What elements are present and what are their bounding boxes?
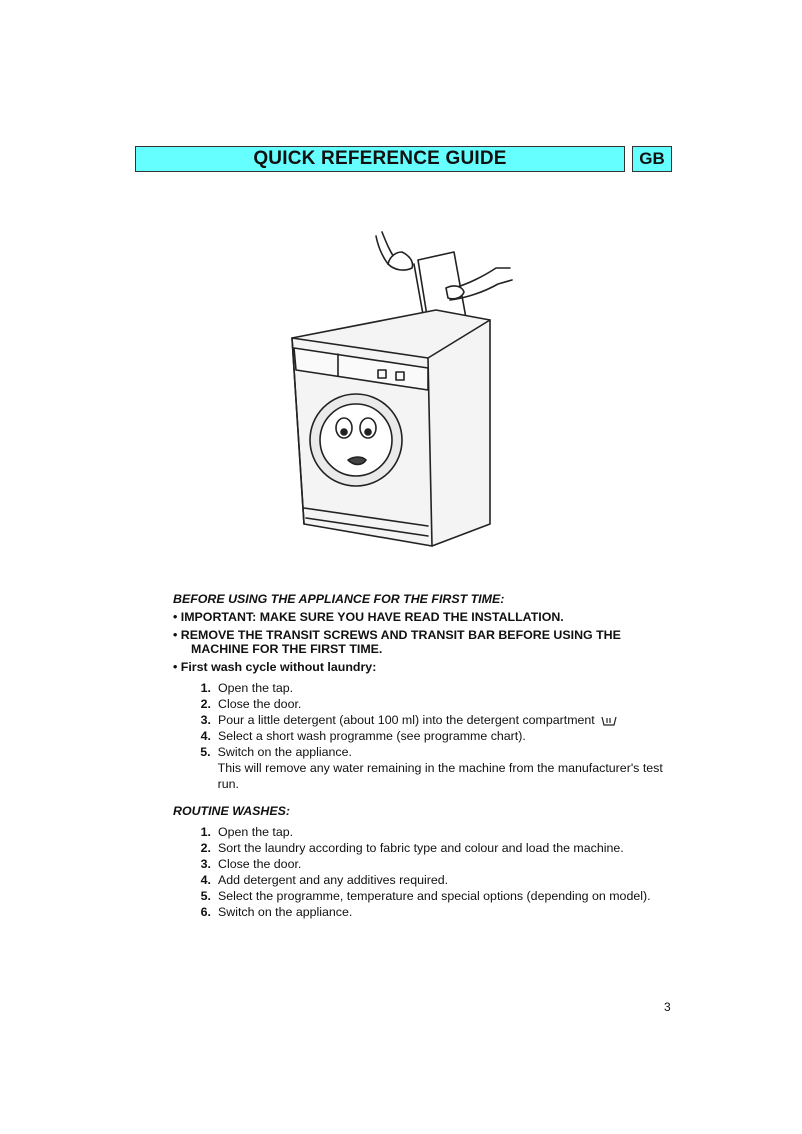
step-number: 3. [200, 857, 211, 871]
step-text: Sort the laundry according to fabric type and colour and load the machine. [218, 841, 624, 855]
list-item [173, 696, 683, 712]
step-text: Add detergent and any additives required. [218, 873, 449, 887]
detergent-compartment-icon [601, 716, 617, 726]
step-number: 5. [200, 745, 211, 759]
instructions [173, 592, 683, 920]
step-text: Close the door. [218, 697, 302, 711]
language-badge: GB [632, 146, 672, 172]
step-number: 1. [200, 681, 211, 695]
bullet-line: • REMOVE THE TRANSIT SCREWS AND TRANSIT BAR BEFORE USING THE [173, 628, 621, 642]
page-title: QUICK REFERENCE GUIDE [135, 146, 625, 172]
first-time-steps [173, 680, 683, 792]
step-text: Switch on the appliance. [217, 745, 352, 759]
bullet-first-wash [173, 660, 683, 674]
step-number: 3. [200, 713, 211, 727]
list-item [173, 856, 683, 872]
step-text: Select the programme, temperature and special options (depending on model). [218, 889, 651, 903]
step-text: Open the tap. [218, 825, 294, 839]
list-item [173, 872, 683, 888]
step-number: 4. [200, 729, 211, 743]
step-text: Switch on the appliance. [218, 905, 353, 919]
routine-title: ROUTINE WASHES: [173, 804, 291, 818]
step-number: 5. [200, 889, 211, 903]
step-text-container [211, 712, 617, 728]
step-text: Close the door. [218, 857, 302, 871]
bullet-line: • IMPORTANT: MAKE SURE YOU HAVE READ THE INSTALLATION. [173, 610, 564, 624]
step-subtext: This will remove any water remaining in the machine from the manufacturer's test run. [217, 761, 663, 791]
list-item [173, 744, 683, 792]
washing-machine-illustration [278, 222, 528, 557]
list-item [173, 904, 683, 920]
step-text: Select a short wash programme (see programme chart). [218, 729, 526, 743]
list-item [173, 840, 683, 856]
list-item [173, 824, 683, 840]
routine-steps [173, 824, 683, 920]
bullet-line: • First wash cycle without laundry: [173, 660, 377, 674]
step-text: Pour a little detergent (about 100 ml) into the detergent compartment [218, 713, 595, 727]
step-number: 2. [200, 697, 211, 711]
first-time-title: BEFORE USING THE APPLIANCE FOR THE FIRST TIME: [173, 592, 505, 606]
step-text-container [211, 744, 683, 792]
step-number: 1. [200, 825, 211, 839]
page-number: 3 [664, 1000, 671, 1014]
list-item [173, 888, 683, 904]
step-text: Open the tap. [218, 681, 294, 695]
step-number: 2. [200, 841, 211, 855]
list-item [173, 728, 683, 744]
routine-section [173, 804, 683, 920]
list-item [173, 680, 683, 696]
step-number: 4. [200, 873, 211, 887]
bullet-transit-screws [173, 628, 683, 656]
bullet-important [173, 610, 683, 624]
list-item [173, 712, 683, 728]
step-number: 6. [200, 905, 211, 919]
bullet-line-continued: MACHINE FOR THE FIRST TIME. [191, 642, 383, 656]
